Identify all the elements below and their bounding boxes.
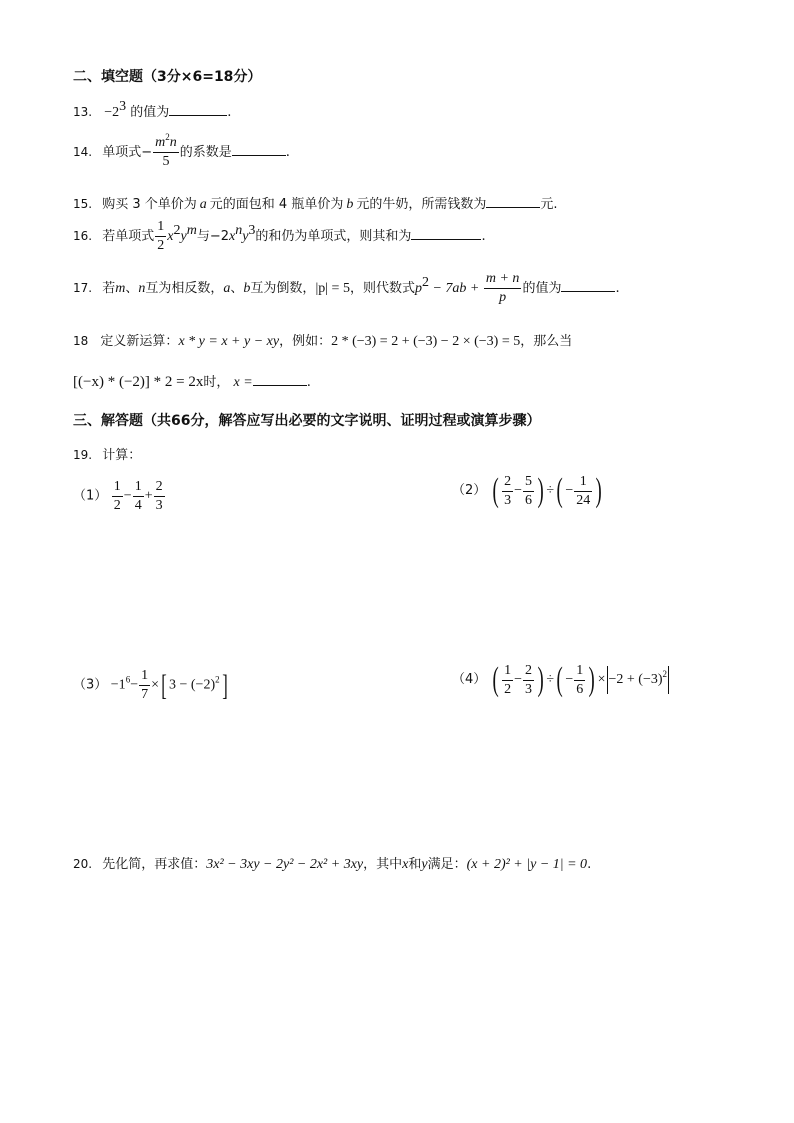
q17-p: p — [414, 281, 422, 296]
q14-tail: 的系数是 — [179, 145, 232, 160]
q17-t4: ，则代数式 — [349, 281, 415, 296]
q19-part4: （4） ( $\frac{1}{2}$ − $\frac{2}{3}$ ) ÷( − $\frac{1}{6}$ ) × $-2 + (-3)^2$ — [452, 661, 668, 698]
q17-sep: 、 — [125, 281, 139, 296]
q15-number: 15. — [73, 197, 93, 211]
question-13 — [73, 101, 231, 121]
q18-xeq: x = — [233, 375, 253, 390]
q17-m: m — [115, 281, 126, 296]
q20-y: y — [421, 857, 428, 872]
q17-abs-p: |p| = 5 — [315, 281, 350, 296]
q15-answer-blank[interactable] — [486, 196, 540, 208]
section2-title: 二、填空题（3分×6=18分） — [73, 69, 262, 85]
section3-title: 三、解答题（共66分，解答应写出必要的文字说明、证明过程或演算步骤） — [73, 413, 541, 429]
q17-t3: 互为倒数， — [250, 281, 316, 296]
q18-number: 18 — [73, 334, 89, 348]
q17-end: . — [615, 281, 620, 296]
q17-b: b — [243, 281, 251, 296]
q15-text2: 元的面包和 4 瓶单价为 — [209, 197, 344, 212]
q19-p1-label: （1） — [73, 488, 108, 504]
q16-end: . — [481, 229, 486, 244]
q13-exp: 3 — [119, 99, 127, 114]
question-15 — [73, 193, 557, 213]
q17-expr2: − 7ab + — [428, 281, 483, 296]
q18-lead: 定义新运算： — [100, 334, 179, 349]
q18-definition: x * y = x + y − xy — [178, 334, 280, 349]
q17-n: n — [138, 281, 146, 296]
q19-p2-label: （2） — [452, 483, 487, 499]
q19-part1: （1） $\frac{1}{2}$ − $\frac{1}{4}$ + $\frac{2}{3}$ — [73, 479, 163, 513]
q17-fraction: $\frac{m + n}{p}$ — [485, 271, 520, 305]
q14-answer-blank[interactable] — [232, 144, 286, 156]
q17-number: 17. — [73, 281, 93, 295]
q15-var-a: a — [199, 197, 207, 212]
q20-condition: (x + 2)² + |y − 1| = 0 — [466, 857, 588, 872]
q16-answer-blank[interactable] — [411, 228, 481, 240]
q18-example: 2 * (−3) = 2 + (−3) − 2 × (−3) = 5 — [331, 334, 521, 349]
q19-number: 19. — [73, 448, 93, 462]
q14-end: . — [285, 145, 290, 160]
q15-text1: 购买 3 个单价为 — [102, 197, 197, 212]
q17-tail: 的值为 — [522, 281, 562, 296]
q15-var-b: b — [346, 197, 354, 212]
q15-text3: 元的牛奶，所需钱数为 — [356, 197, 487, 212]
q13-number: 13. — [73, 105, 93, 119]
q14-number: 14. — [73, 145, 93, 159]
q16-mid: 与−2 — [196, 229, 229, 244]
q20-t3: 满足： — [427, 857, 467, 872]
q15-unit: 元. — [540, 197, 558, 212]
question-20 — [73, 853, 591, 873]
q16-number: 16. — [73, 229, 93, 243]
q18-t1: ，例如： — [279, 334, 332, 349]
q14-den: 5 — [162, 154, 170, 169]
q14-m: m — [155, 135, 166, 150]
q16-tail: 的和仍为单项式，则其和为 — [255, 229, 412, 244]
q16-lead: 若单项式 — [102, 229, 155, 244]
q19-p4-label: （4） — [452, 672, 487, 688]
q16-x-exp: 2 — [173, 223, 181, 238]
q17-p-exp: 2 — [421, 275, 429, 290]
q20-expression: 3x² − 3xy − 2y² − 2x² + 3xy — [206, 857, 364, 872]
q16-x2-exp: n — [235, 223, 243, 238]
q14-fraction — [153, 132, 179, 169]
q17-answer-blank[interactable] — [561, 280, 615, 292]
q18-t2: ，那么当 — [520, 334, 573, 349]
q18-condition: [(−x) * (−2)] * 2 = 2x — [73, 374, 204, 390]
question-16 — [73, 220, 486, 253]
question-18 — [73, 330, 572, 350]
q13-end: . — [227, 105, 232, 120]
q13-expr: −2 — [104, 105, 120, 120]
q13-tail: 的值为 — [130, 105, 170, 120]
q20-number: 20. — [73, 857, 93, 871]
q19-part3: $(3) -1^6-$ $\frac{1}{7}$ ×[ $3 - (-2)^2$] — [73, 668, 228, 702]
q14-m-exp: 2 — [165, 132, 170, 142]
question-14 — [73, 132, 290, 169]
q20-lead: 先化简，再求值： — [102, 857, 207, 872]
q16-y: y — [180, 229, 187, 244]
q16-y2-exp: 3 — [248, 223, 256, 238]
question-18-line2 — [73, 371, 311, 391]
q16-y-exp: m — [186, 223, 197, 238]
q20-t1: ，其中 — [363, 857, 403, 872]
q13-answer-blank[interactable] — [169, 104, 227, 116]
q18-answer-blank[interactable] — [253, 374, 307, 386]
q17-a: a — [223, 281, 231, 296]
q16-fraction: $\frac{1}{2}$ — [157, 219, 165, 253]
question-17 — [73, 272, 620, 305]
q17-t1: 互为相反数， — [145, 281, 224, 296]
q19-p3-label: （3） — [73, 677, 108, 693]
q20-x: x — [402, 857, 409, 872]
q17-t2: 、 — [230, 281, 244, 296]
q18-line2b: 时， — [203, 375, 230, 390]
q14-n: n — [169, 135, 177, 150]
q16-x: x — [167, 229, 174, 244]
q18-end: . — [306, 375, 311, 390]
q19-part2: （2） ( $\frac{2}{3}$ − $\frac{5}{6}$ ) ÷( − $\frac{1}{24}$ ) — [452, 472, 603, 509]
q17-lead: 若 — [102, 281, 116, 296]
q19-lead: 计算： — [102, 448, 142, 463]
q16-y2: y — [242, 229, 249, 244]
q20-t2: 和 — [408, 857, 422, 872]
q16-x2: x — [228, 229, 236, 244]
question-19 — [73, 444, 141, 463]
q14-lead: 单项式− — [102, 145, 153, 160]
q20-end: . — [587, 857, 592, 872]
